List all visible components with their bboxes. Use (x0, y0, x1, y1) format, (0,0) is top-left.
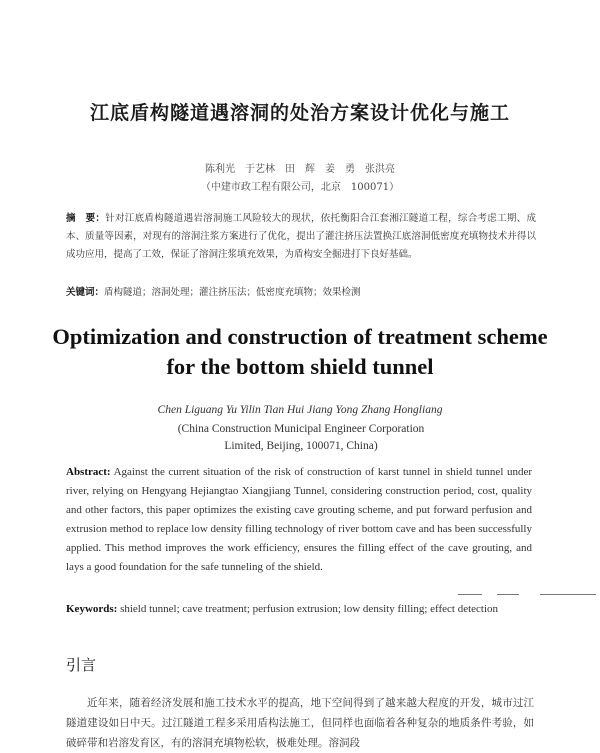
chinese-authors: 陈利光 于艺林 田 辉 姜 勇 张洪亮 (205, 164, 395, 175)
stray-rule-2 (497, 594, 519, 595)
english-title-line-1: Optimization and construction of treatment scheme (52, 324, 548, 349)
chinese-abstract-label: 摘 要： (66, 213, 106, 224)
english-abstract-text: Against the current situation of the risk of construction of karst tunnel in shield tunnel under river, relying on Hengyang Hejiangtao Xiangjiang Tunnel, considering construction period, cost, quality and other factors, this paper optimizes the existing cave grouting scheme, and put forward perfusion and extrusion method to replace low density filling technology of river bottom cave and has been successfully applied. This method improves the work efficiency, ensures the filling effect of the cave grouting, and lays a good foundation for the safe tunneling of the shield. (66, 466, 532, 573)
chinese-keywords-text: 盾构隧道；溶洞处理；灌注挤压法；低密度充填物；效果检测 (104, 287, 361, 298)
section-heading-introduction: 引言 (66, 656, 97, 674)
chinese-title: 江底盾构隧道遇溶洞的处治方案设计优化与施工 (89, 102, 510, 124)
english-keywords-label: Keywords: (66, 603, 118, 615)
english-title-line-2: for the bottom shield tunnel (166, 354, 434, 379)
english-authors: Chen Liguang Yu Yilin Tian Hui Jiang Yong Zhang Hongliang (157, 404, 443, 416)
stray-rule-3 (540, 594, 596, 595)
chinese-abstract-text: 针对江底盾构隧道遇岩溶洞施工风险较大的现状，依托衡阳合江套湘江隧道工程，综合考虑工期、成本、质量等因素，对现有的溶洞注浆方案进行了优化，提出了灌注挤压法置换江底溶洞低密度充填物技术并得以成功应用，提高了工效，保证了溶洞注浆填充效果，为盾构安全掘进打下良好基础。 (66, 213, 536, 260)
stray-rule-1 (458, 594, 482, 595)
english-abstract (66, 463, 532, 577)
english-title (0, 322, 600, 382)
chinese-keywords (66, 284, 536, 302)
english-abstract-label: Abstract: (66, 466, 111, 478)
introduction-paragraph: 近年来，随着经济发展和施工技术水平的提高，地下空间得到了越来越大程度的开发，城市过江隧道建设如日中天。过江隧道工程多采用盾构法施工，但同样也面临着各种复杂的地质条件考验，如破碎带和岩溶发育区，有的溶洞充填物松软，极难处理。溶洞段 (66, 697, 534, 749)
english-affiliation: (China Construction Municipal Engineer Corporation Limited, Beijing, 100071, China) (177, 423, 425, 452)
english-keywords (66, 600, 532, 619)
chinese-abstract (66, 210, 536, 264)
english-keywords-text: shield tunnel; cave treatment; perfusion extrusion; low density filling; effect detection (120, 603, 499, 615)
chinese-keywords-label: 关键词： (66, 287, 105, 298)
chinese-affiliation: （中建市政工程有限公司，北京 100071） (200, 182, 400, 193)
